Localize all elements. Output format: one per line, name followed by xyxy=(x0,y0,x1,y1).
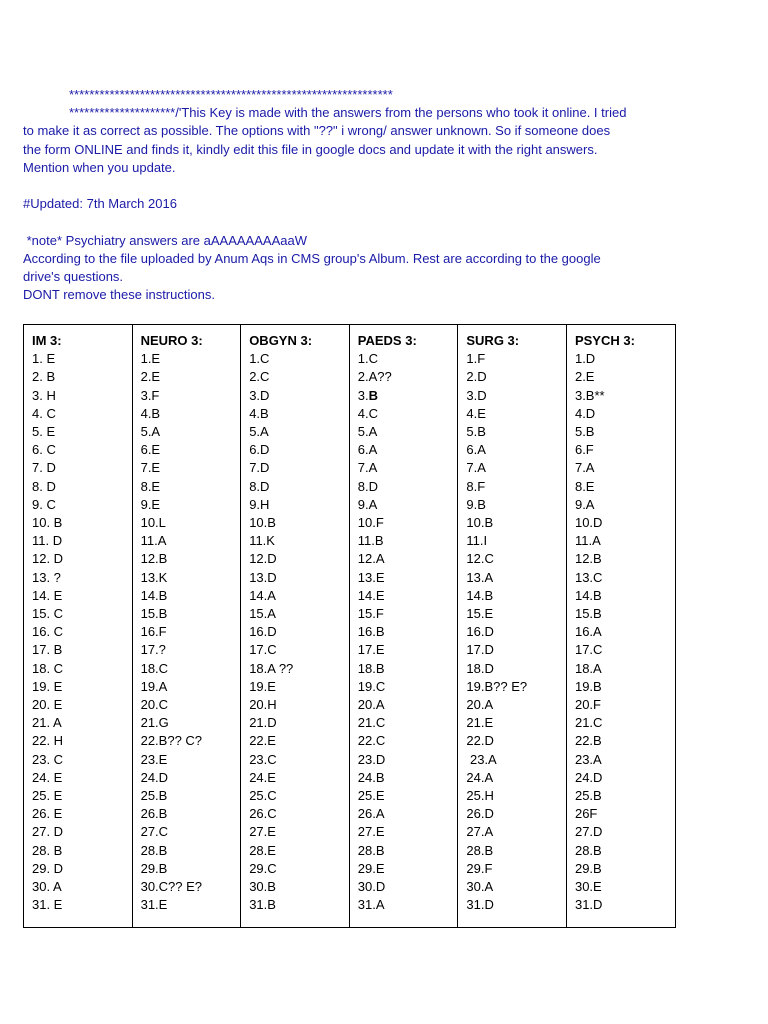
answer-item: 21.D xyxy=(249,715,277,731)
answer-item: 7.A xyxy=(357,460,378,476)
answer-item: 13.K xyxy=(140,569,168,585)
answer-item: 25.B xyxy=(574,788,602,804)
answer-item: 4.C xyxy=(357,405,379,421)
answer-item: 8.D xyxy=(357,478,379,494)
answer-item: 3.F xyxy=(140,387,160,403)
column-paeds xyxy=(349,325,458,928)
answer-item: 25.E xyxy=(357,788,385,804)
answer-item: 28.B xyxy=(357,842,385,858)
answer-item: 22.B?? C? xyxy=(140,733,203,749)
answer-item: 29. D xyxy=(32,860,64,876)
answer-item: 30.D xyxy=(357,879,386,895)
source-line: According to the file uploaded by Anum Aqs in CMS group's Album. Rest are according to the google xyxy=(23,250,601,266)
answer-item: 11.A xyxy=(140,533,167,549)
column-header: SURG 3: xyxy=(466,333,520,348)
answer-item: 26F xyxy=(574,806,598,822)
answer-item: 29.E xyxy=(357,860,385,876)
answer-item: 14.B xyxy=(466,587,494,603)
table-row xyxy=(24,325,676,928)
answer-item: 9.H xyxy=(249,496,270,512)
answer-item: 14.A xyxy=(249,587,276,603)
answer-item: 11.I xyxy=(466,533,488,549)
answer-item: 10.B xyxy=(249,515,276,531)
answer-item: 1. E xyxy=(32,351,56,367)
source-line: drive's questions. xyxy=(23,269,124,284)
answer-item: 12.C xyxy=(466,551,494,567)
instruction-line: to make it as correct as possible. The options with "??" i wrong/ answer unknown. So if someone does xyxy=(23,123,611,139)
column-psych xyxy=(566,325,675,928)
answer-item: 20.A xyxy=(357,697,385,713)
answer-item: 13. ? xyxy=(32,569,61,585)
column-header: PAEDS 3: xyxy=(357,333,417,348)
answer-item: 14.B xyxy=(574,587,602,603)
answer-item: 4.D xyxy=(574,405,596,421)
answer-item: 24.E xyxy=(249,769,276,785)
answer-item: 2.E xyxy=(140,369,161,385)
answer-item: 29.B xyxy=(574,860,602,876)
answer-item: 7. D xyxy=(32,460,56,476)
answer-item: 16.B xyxy=(357,624,385,640)
answer-item: 9. C xyxy=(32,496,56,512)
answer-item: 10.D xyxy=(574,515,603,531)
answer-item: 8.E xyxy=(574,478,595,494)
answer-item: 16.D xyxy=(466,624,494,640)
answer-item: 12.B xyxy=(574,551,602,567)
answer-item: 23.C xyxy=(249,751,277,767)
answer-item: 12. D xyxy=(32,551,64,567)
answer-item: 27. D xyxy=(32,824,64,840)
answer-item: 30. A xyxy=(32,879,62,895)
answer-item: 9.E xyxy=(140,496,161,512)
answer-item: 21.E xyxy=(466,715,494,731)
answer-item: 11. D xyxy=(32,533,63,549)
answer-item: 27.A xyxy=(466,824,494,840)
answer-item: 15.F xyxy=(357,606,384,622)
answer-list xyxy=(358,350,458,914)
answer-item: 2.C xyxy=(249,369,270,385)
answer-item: 18.A ?? xyxy=(249,660,294,676)
answer-item: 8.E xyxy=(140,478,161,494)
answer-item: 18. C xyxy=(32,660,64,676)
answer-item: 6.D xyxy=(249,442,270,458)
answer-item: 4.B xyxy=(249,405,269,421)
answer-item: 30.A xyxy=(466,879,494,895)
column-header: PSYCH 3: xyxy=(574,333,635,348)
answer-item: 23.A xyxy=(574,751,602,767)
answer-item: 24.A xyxy=(466,769,494,785)
instructions-block xyxy=(23,86,673,304)
answer-item: 4. C xyxy=(32,405,56,421)
answer-item: 29.C xyxy=(249,860,277,876)
answer-item: 3.B** xyxy=(574,387,605,403)
answer-item: 26.D xyxy=(466,806,494,822)
answer-item: 30.B xyxy=(249,879,276,895)
column-obgyn xyxy=(241,325,350,928)
answer-item: 16.D xyxy=(249,624,277,640)
answer-item: 22.C xyxy=(357,733,386,749)
answer-item: 19.B xyxy=(574,678,602,694)
answer-item: 10.B xyxy=(466,515,494,531)
answer-item: 26. E xyxy=(32,806,63,822)
answer-item: 24.D xyxy=(140,769,169,785)
instruction-line: Mention when you update. xyxy=(23,159,176,175)
answer-item: 29.B xyxy=(140,860,168,876)
answer-list xyxy=(249,350,349,914)
answer-item: 25. E xyxy=(32,788,63,804)
answer-item: 19.E xyxy=(249,678,276,694)
answer-item: 3.D xyxy=(249,387,270,403)
answer-item: 17. B xyxy=(32,642,63,658)
answer-item: 6. C xyxy=(32,442,56,458)
answer-item: 30.C?? E? xyxy=(140,879,203,895)
answer-item: 9.B xyxy=(466,496,486,512)
answer-item: 16. C xyxy=(32,624,64,640)
answer-item: 2.D xyxy=(466,369,487,385)
answer-item: 19. E xyxy=(32,678,63,694)
answer-item: 16.A xyxy=(574,624,602,640)
answer-item: 7.D xyxy=(249,460,270,476)
answer-item: 4.B xyxy=(140,405,161,421)
answer-item: 20.F xyxy=(574,697,601,713)
answer-item: 21. A xyxy=(32,715,62,731)
answer-item: 31.B xyxy=(249,897,276,913)
answer-item: 17.C xyxy=(249,642,277,658)
answer-item: 28.B xyxy=(574,842,602,858)
answer-item: 28.B xyxy=(466,842,494,858)
answer-item: 3.D xyxy=(466,387,487,403)
answer-list xyxy=(32,350,132,914)
spacer xyxy=(23,177,673,195)
answer-item: 23. C xyxy=(32,751,64,767)
answer-item: 22.B xyxy=(574,733,602,749)
answer-item: 17.E xyxy=(357,642,385,658)
answer-item: 13.E xyxy=(357,569,385,585)
answer-item: 3. H xyxy=(32,387,56,403)
answer-item: 3.B xyxy=(357,387,379,403)
answer-item: 5.A xyxy=(249,424,269,440)
answer-item: 12.A xyxy=(357,551,385,567)
answer-list xyxy=(466,350,566,914)
answer-item: 18.C xyxy=(140,660,169,676)
answer-item: 27.E xyxy=(357,824,385,840)
answer-item: 15.E xyxy=(466,606,494,622)
answer-item: 6.F xyxy=(574,442,594,458)
answer-item: 11.K xyxy=(249,533,275,549)
answer-item: 25.H xyxy=(466,788,494,804)
answer-item: 9.A xyxy=(574,496,595,512)
answer-item: 22. H xyxy=(32,733,64,749)
answer-item: 28. B xyxy=(32,842,63,858)
answer-item: 22.E xyxy=(249,733,276,749)
answer-item: 31.A xyxy=(357,897,385,913)
answer-item: 30.E xyxy=(574,879,602,895)
answer-item: 21.C xyxy=(574,715,603,731)
answer-item: 25.C xyxy=(249,788,277,804)
answer-item: 12.D xyxy=(249,551,277,567)
answer-item: 17.D xyxy=(466,642,494,658)
answer-item: 6.A xyxy=(357,442,378,458)
answer-item: 31.D xyxy=(466,897,494,913)
answer-item: 11.B xyxy=(357,533,384,549)
answer-list xyxy=(141,350,241,914)
answer-item: 15.B xyxy=(574,606,602,622)
answer-item: 15.B xyxy=(140,606,168,622)
answer-item: 6.E xyxy=(140,442,161,458)
answer-item: 7.A xyxy=(574,460,595,476)
answer-item: 14.E xyxy=(357,587,385,603)
answer-key-table xyxy=(23,324,676,928)
answer-item: 11.A xyxy=(574,533,601,549)
column-neuro xyxy=(132,325,241,928)
answer-item: 23.D xyxy=(357,751,386,767)
answer-item: 7.A xyxy=(466,460,486,476)
answer-item: 15.A xyxy=(249,606,276,622)
answer-item: 7.E xyxy=(140,460,161,476)
answer-item: 26.B xyxy=(140,806,168,822)
answer-item: 28.B xyxy=(140,842,168,858)
updated-line: #Updated: 7th March 2016 xyxy=(23,196,177,212)
answer-item: 10.L xyxy=(140,515,166,531)
answer-item: 17.? xyxy=(140,642,166,658)
answer-item: 19.B?? E? xyxy=(466,678,528,694)
answer-item: 27.C xyxy=(140,824,169,840)
answer-item: 1.C xyxy=(249,351,270,367)
answer-item: 5.A xyxy=(140,424,161,440)
answer-item: 28.E xyxy=(249,842,276,858)
answer-item: 8.D xyxy=(249,478,270,494)
answer-item: 14.B xyxy=(140,587,168,603)
answer-item: 26.C xyxy=(249,806,277,822)
answer-item: 9.A xyxy=(357,496,378,512)
answer-item: 20. E xyxy=(32,697,63,713)
answer-item: 20.H xyxy=(249,697,277,713)
answer-list xyxy=(575,350,675,914)
answer-item: 24.D xyxy=(574,769,603,785)
stars-line: **************************************************************** xyxy=(69,87,393,102)
column-header: NEURO 3: xyxy=(140,333,203,348)
answer-item: 8.F xyxy=(466,478,486,494)
answer-item: 20.A xyxy=(466,697,494,713)
answer-item: 26.A xyxy=(357,806,385,822)
answer-item: 12.B xyxy=(140,551,168,567)
answer-item: 13.C xyxy=(574,569,603,585)
column-im xyxy=(24,325,133,928)
answer-item: 19.C xyxy=(357,678,386,694)
answer-item: 18.B xyxy=(357,660,385,676)
answer-item: 5. E xyxy=(32,424,56,440)
answer-item: 4.E xyxy=(466,405,486,421)
answer-item: 13.A xyxy=(466,569,494,585)
answer-item: 31.D xyxy=(574,897,603,913)
answer-item: 16.F xyxy=(140,624,167,640)
answer-item: 18.A xyxy=(574,660,602,676)
answer-item: 19.A xyxy=(140,678,168,694)
answer-item: 2.A?? xyxy=(357,369,392,385)
answer-item: 2.E xyxy=(574,369,595,385)
answer-item: 18.D xyxy=(466,660,494,676)
answer-item: 29.F xyxy=(466,860,493,876)
answer-item: 27.D xyxy=(574,824,603,840)
answer-item: 23.A xyxy=(466,751,497,767)
answer-item: 14. E xyxy=(32,587,63,603)
answer-item: 1.C xyxy=(357,351,379,367)
instruction-line: *********************/'This Key is made with the answers from the persons who took it online. I tried xyxy=(69,105,627,121)
answer-item: 6.A xyxy=(466,442,486,458)
answer-item: 21.G xyxy=(140,715,169,731)
answer-item: 27.E xyxy=(249,824,276,840)
column-surg xyxy=(458,325,567,928)
column-header: IM 3: xyxy=(32,333,62,348)
answer-item: 17.C xyxy=(574,642,603,658)
answer-item: 31.E xyxy=(140,897,168,913)
answer-item: 8. D xyxy=(32,478,56,494)
spacer xyxy=(23,213,673,231)
answer-item: 1.E xyxy=(140,351,161,367)
answer-item: 22.D xyxy=(466,733,494,749)
answer-item: 1.F xyxy=(466,351,486,367)
answer-item: 20.C xyxy=(140,697,169,713)
answer-item: 13.D xyxy=(249,569,277,585)
answer-item: 31. E xyxy=(32,897,63,913)
note-line: *note* Psychiatry answers are aAAAAAAAAaaW xyxy=(23,232,307,248)
answer-item: 10.F xyxy=(357,515,384,531)
answer-item: 23.E xyxy=(140,751,168,767)
answer-item: 2. B xyxy=(32,369,56,385)
answer-item: 1.D xyxy=(574,351,596,367)
answer-item: 24.B xyxy=(357,769,385,785)
answer-item: 5.A xyxy=(357,424,378,440)
answer-item: 21.C xyxy=(357,715,386,731)
answer-item: 24. E xyxy=(32,769,63,785)
instruction-line: the form ONLINE and finds it, kindly edit this file in google docs and update it with the right answers. xyxy=(23,141,598,157)
answer-item: 10. B xyxy=(32,515,63,531)
warning-line: DONT remove these instructions. xyxy=(23,287,215,303)
answer-item: 25.B xyxy=(140,788,168,804)
answer-item: 5.B xyxy=(466,424,486,440)
answer-item: 5.B xyxy=(574,424,595,440)
column-header: OBGYN 3: xyxy=(249,333,313,348)
answer-item: 15. C xyxy=(32,606,64,622)
